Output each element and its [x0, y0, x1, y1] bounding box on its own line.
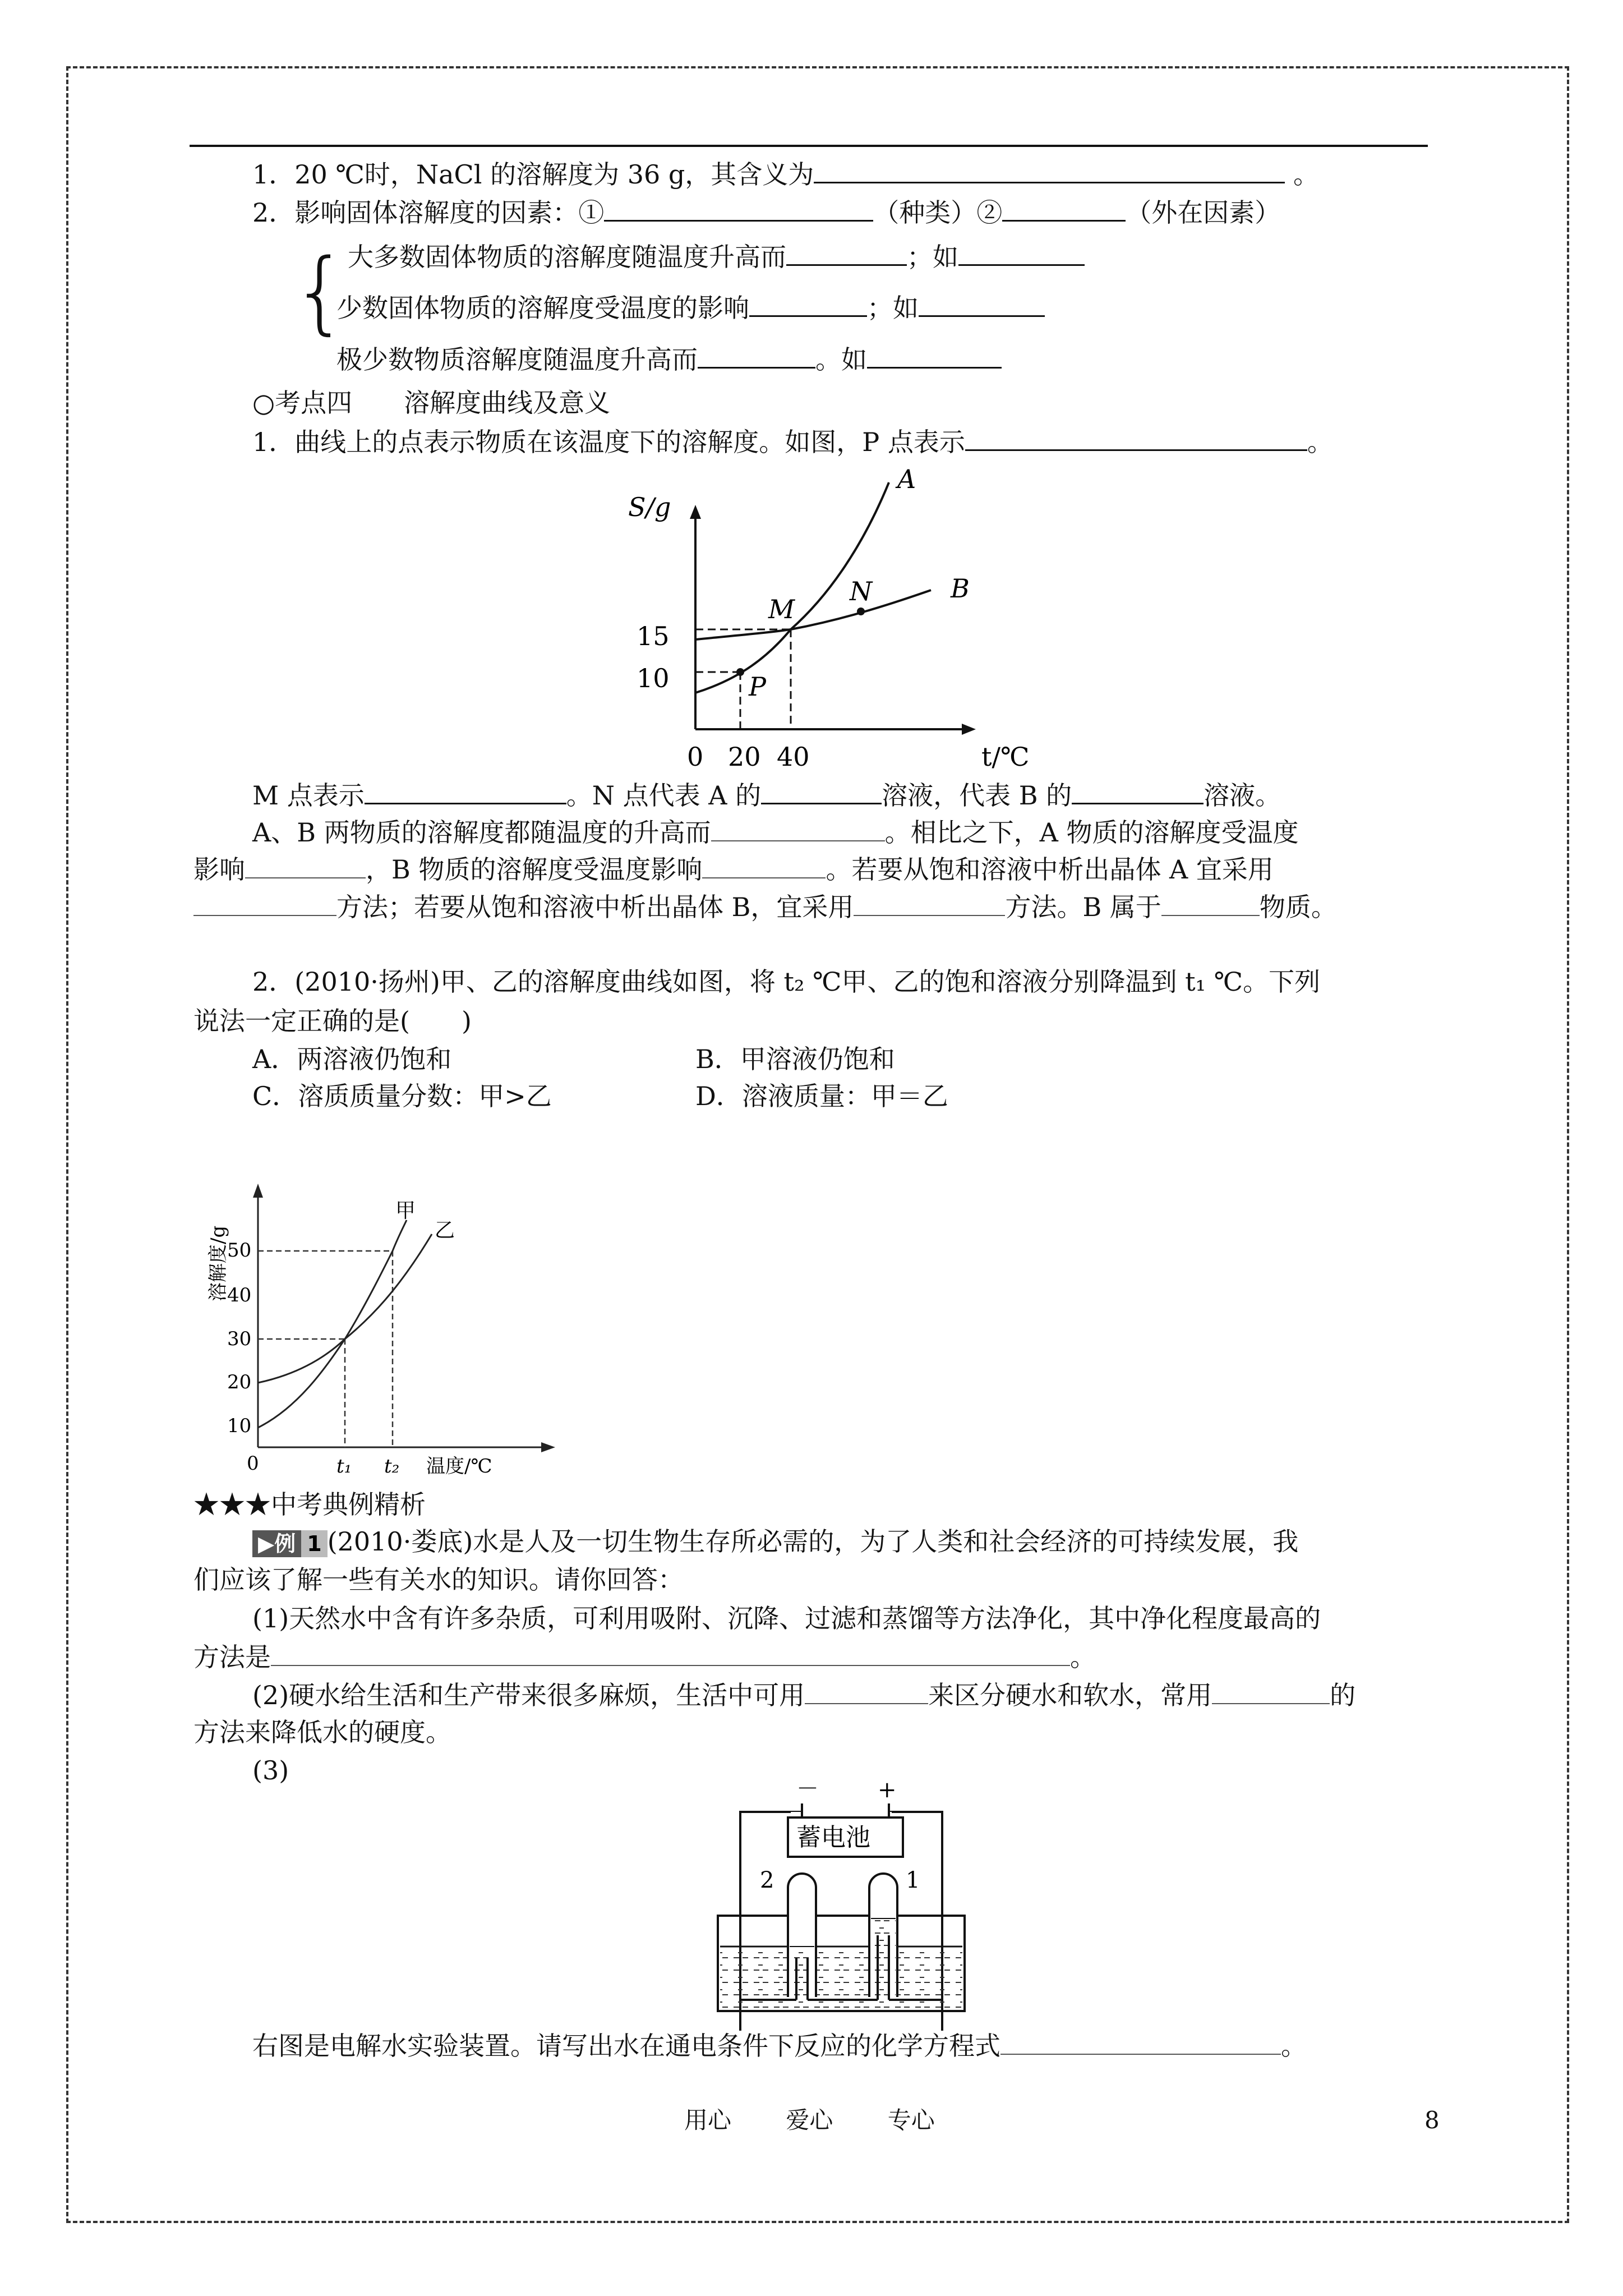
chart1-label-a: A	[897, 464, 916, 494]
chart1-label-p: P	[749, 671, 766, 702]
q1-end: 。	[1293, 159, 1319, 190]
factor-b-blank	[749, 289, 867, 317]
chart1-y-arrow	[690, 505, 701, 519]
q1-text: 1．20 ℃时，NaCl 的溶解度为 36 g，其含义为	[252, 159, 814, 190]
n-b-blank	[1072, 777, 1204, 804]
option-c: C．溶质质量分数：甲>乙	[252, 1081, 552, 1111]
ab-line-1: A、B 两物质的溶解度都随温度的升高而 。相比之下，A 物质的溶解度受温度	[252, 815, 1299, 849]
chart1-label-b: B	[951, 573, 970, 604]
factor-c-mid: 。如	[815, 344, 867, 375]
m-blank	[365, 777, 566, 804]
sub3-line: 右图是电解水实验装置。请写出水在通电条件下反应的化学方程式 。	[252, 2028, 1307, 2063]
chart2-y-arrow	[253, 1184, 263, 1198]
ab-blank-5	[854, 889, 1005, 916]
sub1-line-2: 方法是 。	[193, 1639, 1096, 1674]
sub2-blank-1	[805, 1677, 928, 1704]
m-line-text-1: M 点表示	[252, 780, 365, 811]
factor-a-blank	[786, 238, 907, 266]
chart2-label-jia: 甲	[395, 1199, 416, 1222]
sub2-blank-2	[1212, 1677, 1330, 1704]
ab-blank-2	[245, 852, 366, 878]
tube-1-label: 1	[906, 1867, 920, 1893]
factor-b-text: 少数固体物质的溶解度受温度的影响	[336, 293, 749, 323]
battery-label: 蓄电池	[796, 1823, 870, 1852]
m-line-text-4: 溶液。	[1204, 780, 1281, 811]
option-a: A．两溶液仍饱和	[252, 1044, 452, 1074]
factor-b-mid: ；如	[867, 293, 919, 323]
factor-a-text: 大多数固体物质的溶解度随温度升高而	[348, 242, 786, 272]
factor-a-mid: ；如	[907, 242, 958, 272]
s4-q1-text: 1．曲线上的点表示物质在该温度下的溶解度。如图，P 点表示	[252, 427, 965, 457]
sub1-blank	[271, 1639, 1070, 1666]
ab-line-3: 方法；若要从饱和溶液中析出晶体 B，宜采用 方法。B 属于 物质。	[193, 889, 1337, 924]
chart1-point-n	[857, 608, 865, 615]
s4-q1-blank	[965, 424, 1307, 451]
m-line-text-3: 溶液，代表 B 的	[882, 780, 1072, 811]
page-number: 8	[1424, 2106, 1440, 2134]
option-b: B．甲溶液仍饱和	[695, 1044, 895, 1074]
section4-heading: ○考点四 溶解度曲线及意义	[252, 388, 611, 418]
ab-line-2: 影响 ，B 物质的溶解度受温度影响 。若要从饱和溶液中析出晶体 A 宜采用	[193, 852, 1274, 886]
chart2-y-label: 溶解度/g	[207, 1225, 229, 1301]
header-rule	[190, 145, 1428, 147]
chart2-xtick-0: 0	[247, 1452, 259, 1475]
chart1-xtick-40: 40	[777, 742, 810, 772]
factor-c-example-blank	[867, 341, 1002, 369]
sub3-blank	[1000, 2028, 1281, 2055]
q2-blank-2	[1002, 194, 1126, 222]
ab-blank-4	[193, 889, 336, 916]
chart1-y-label: S/g	[628, 492, 671, 522]
factor-a-line	[348, 238, 1085, 274]
chart2-ytick-10: 10	[227, 1415, 252, 1437]
factor-b-line	[336, 289, 1045, 325]
chart2-x-arrow	[541, 1442, 555, 1452]
chart1-xtick-0: 0	[687, 742, 704, 772]
example-tag: ▶例	[252, 1530, 301, 1557]
q2-external: （外在因素）	[1126, 197, 1281, 228]
solubility-chart-jia-yi	[185, 1172, 589, 1478]
ex1-line-2: 们应该了解一些有关水的知识。请你回答：	[193, 1565, 684, 1595]
sub2-line-1: (2)硬水给生活和生产带来很多麻烦，生活中可用 来区分硬水和软水，常用 的	[252, 1677, 1355, 1712]
ex1-line-1: ▶例 1 (2010·娄底)水是人及一切生物生存所必需的，为了人类和社会经济的可持续发展，我	[252, 1525, 1298, 1558]
chart2-ytick-30: 30	[227, 1328, 252, 1350]
q2-text: 2．影响固体溶解度的因素：①	[252, 197, 605, 228]
chart1-xtick-20: 20	[728, 742, 761, 772]
chart2-ytick-20: 20	[227, 1371, 252, 1393]
chart2-ytick-40: 40	[227, 1284, 252, 1306]
q1-blank	[814, 156, 1285, 183]
chart1-point-p	[736, 668, 744, 676]
example-tag-number: 1	[301, 1530, 327, 1557]
factor-c-blank	[698, 341, 815, 369]
s4-q2-line-1: 2．(2010·扬州)甲、乙的溶解度曲线如图，将 t₂ ℃甲、乙的饱和溶液分别降温到 t₁ ℃。下列	[252, 967, 1321, 997]
sub1-line-1: (1)天然水中含有许多杂质，可利用吸附、沉降、过滤和蒸馏等方法净化，其中净化程度最高的	[252, 1603, 1321, 1634]
chart2-x-label: 温度/℃	[426, 1455, 492, 1478]
sub3-label: (3)	[252, 1755, 289, 1786]
chart1-x-arrow	[962, 724, 976, 735]
chart1-label-n: N	[850, 576, 873, 606]
ab-blank-1	[711, 815, 885, 841]
battery-plus-label: +	[878, 1777, 897, 1803]
chart1-x-label: t/℃	[981, 742, 1030, 772]
ab-blank-6	[1161, 889, 1260, 916]
brace: {	[292, 239, 349, 344]
chart1-ytick-10: 10	[637, 663, 670, 693]
s4-q1-line	[252, 424, 1333, 459]
s4-q1-end: 。	[1307, 427, 1333, 457]
tube-2-label: 2	[760, 1867, 774, 1893]
chart2-xtick-t2: t₂	[384, 1455, 400, 1478]
chart1-ytick-15: 15	[637, 621, 670, 651]
electrolysis-apparatus	[712, 1778, 970, 2014]
sub2-line-2: 方法来降低水的硬度。	[193, 1717, 451, 1747]
factor-c-text: 极少数物质溶解度随温度升高而	[336, 344, 698, 375]
m-point-line	[252, 777, 1281, 812]
q1-line	[252, 156, 1319, 191]
s4-q2-line-2: 说法一定正确的是( )	[193, 1006, 472, 1036]
q2-line	[252, 194, 1280, 229]
solubility-chart-ab	[617, 464, 1030, 785]
ab-blank-3	[702, 852, 826, 878]
factor-b-example-blank	[919, 289, 1045, 317]
m-line-text-2: 。N 点代表 A 的	[566, 780, 762, 811]
chart2-ytick-50: 50	[227, 1239, 252, 1262]
factor-c-line	[336, 341, 1002, 376]
examples-heading: ★★★中考典例精析	[193, 1489, 426, 1520]
chart2-xtick-t1: t₁	[336, 1455, 352, 1478]
footer-motto: 用心 爱心 专心	[684, 2106, 935, 2134]
battery-minus-label: －	[796, 1776, 819, 1802]
chart1-label-m: M	[768, 594, 795, 624]
option-d: D．溶液质量：甲＝乙	[695, 1081, 948, 1111]
n-a-blank	[761, 777, 882, 804]
chart1-curve-b	[695, 590, 931, 639]
chart2-label-yi: 乙	[435, 1219, 455, 1242]
q2-blank-1	[604, 194, 873, 222]
q2-kind: （种类）②	[873, 197, 1003, 228]
factor-a-example-blank	[958, 238, 1085, 266]
